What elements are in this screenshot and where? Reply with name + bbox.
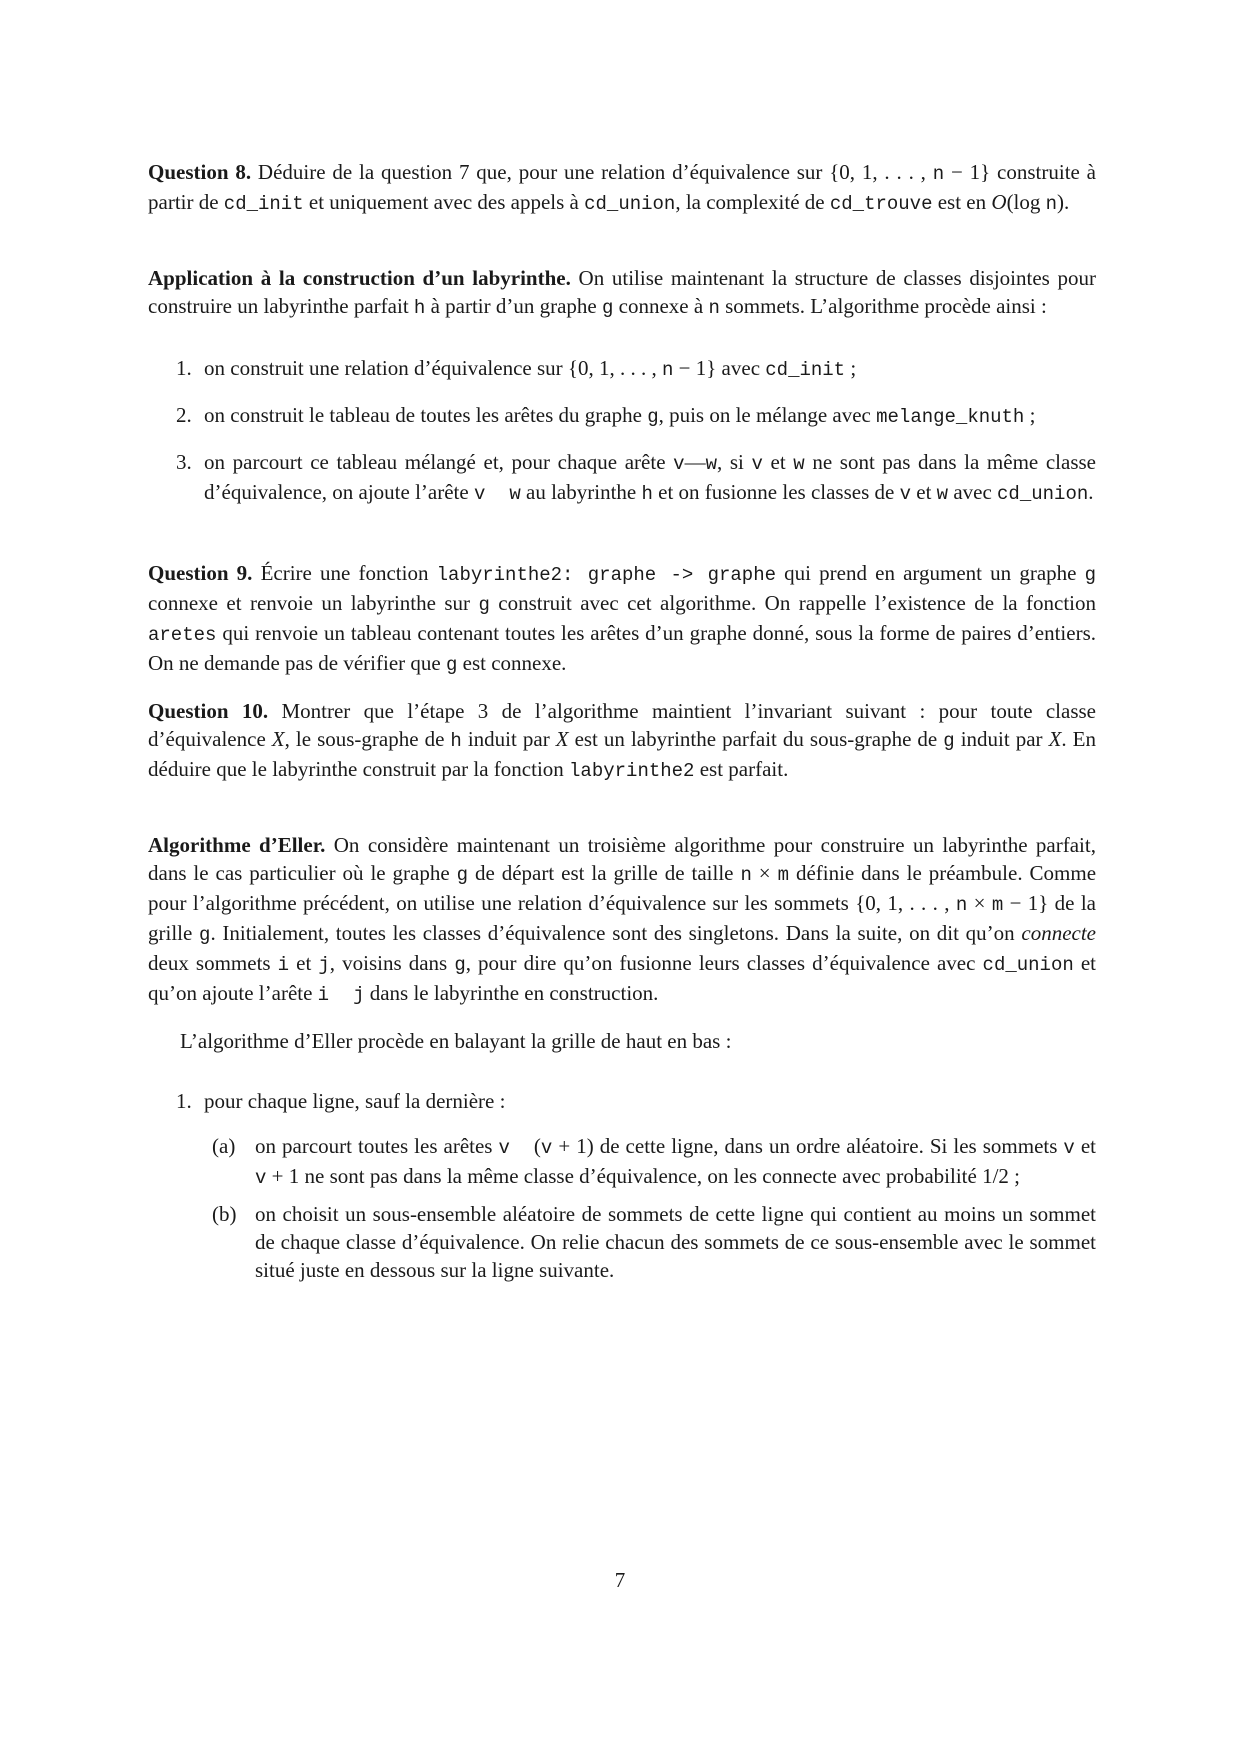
eller-text-2: de départ est la grille de taille [468,861,741,885]
q10-var-x: X [271,727,285,751]
q8-text-5: est en [932,190,992,214]
q10-var-h: h [450,730,462,752]
eller-connecte: connecte [1021,921,1096,945]
eller-var-n: n [740,864,752,886]
app-text-3: connexe à [613,294,709,318]
eller-var-i-2: i [317,984,330,1006]
q8-code-cd-init: cd_init [223,193,304,215]
substep-a-text-2: ( [533,1134,541,1158]
substep-a-text-5: + 1 ne sont pas dans la même classe d’équivalence, on les connecte avec probabilité 1/2 ; [266,1164,1020,1188]
eller-paragraph [148,831,1096,1009]
q9-var-g-2: g [478,594,490,616]
question-10 [148,697,1096,785]
q8-text-3: et uniquement avec des appels à [303,190,585,214]
eller-var-m-2: m [991,894,1004,916]
substep-a-var-v-2: v [540,1137,553,1159]
step-3-var-v-3: v [473,483,486,505]
step-3-text-6: et on fusionne les classes de [652,480,900,504]
q10-text-5: induit par [954,727,1049,751]
step-3-var-w-2: w [793,453,805,475]
eller-var-j-2: j [353,984,365,1006]
eller-step-1-text: pour chaque ligne, sauf la dernière : [204,1089,506,1113]
step-3-text-3: et [762,450,794,474]
question-9-label: Question 9. [148,561,253,585]
step-1-text-3: ; [845,356,857,380]
application-steps [148,354,1096,508]
step-3-text-7: avec [948,480,998,504]
eller-text-3: définie dans le préambule. Comme pour l’algorithme précédent, on utilise une relation d’équivalence sur les sommets {0, 1, . . . , [148,861,1097,915]
step-1-code: cd_init [765,359,846,381]
step-3-var-v-4: v [899,483,911,505]
app-text-4: sommets. L’algorithme procède ainsi : [719,294,1047,318]
app-var-n: n [708,297,720,319]
q9-text-1: Écrire une fonction [252,561,437,585]
eller-intro-steps [148,1027,1096,1055]
eller-substep-a [148,1132,1096,1192]
q9-text-4: construit avec cet algorithme. On rappelle l’existence de la fonction [489,591,1097,615]
eller-var-g: g [456,864,469,886]
step-3-var-w-4: w [936,483,949,505]
q8-var-n-2: n [1045,193,1058,215]
q8-text-4: , la complexité de [675,190,830,214]
step-2-text-2: , puis on le mélange avec [658,403,877,427]
app-var-h: h [413,297,426,319]
q10-var-x-2: X [555,727,569,751]
q10-var-g: g [943,730,955,752]
step-3-text-8: . [1088,480,1094,504]
app-text-2: à partir d’un graphe [425,294,602,318]
eller-var-n-2: n [955,894,968,916]
q8-big-o: O [991,190,1007,214]
substep-b-text: on choisit un sous-ensemble aléatoire de sommets de cette ligne qui contient au moins un sommet de chaque classe d’équivalence. On relie chacun des sommets de ce sous-ensemble avec le sommet situé juste en dessous sur la ligne suivante. [255,1202,1096,1282]
q8-text-7: ). [1057,190,1070,214]
eller-substep-b-number: (b) [212,1202,237,1226]
q10-text-4: est un labyrinthe parfait du sous-graphe de [568,727,944,751]
q8-text-6: (log [1006,190,1046,214]
question-10-label: Question 10. [148,699,269,723]
eller-text-1: On considère maintenant un troisième algorithme pour construire un labyrinthe parfait, dans le cas particulier où le graphe [148,833,1096,885]
step-1-var-n: n [661,359,674,381]
question-8-label: Question 8. [148,160,252,184]
eller-step-1-number: 1. [176,1089,192,1113]
step-2-var-g: g [647,406,659,428]
step-2-code: melange_knuth [876,406,1025,428]
eller-var-g-2: g [199,924,211,946]
step-3-var-v-2: v [751,453,763,475]
eller-times: × [751,861,778,885]
substep-a-text-1: on parcourt toutes les arêtes [255,1134,499,1158]
app-step-2 [148,401,1096,431]
eller-text-8: , voisins dans [329,951,455,975]
q8-text-2: − 1} construite à partir de [148,160,1096,214]
eller-code-cd-union: cd_union [982,954,1074,976]
eller-text-4: − 1} de la grille [148,891,1097,945]
step-1-text-1: on construit une relation d’équivalence sur {0, 1, . . . , [204,356,662,380]
step-2-text-3: ; [1024,403,1036,427]
q10-text-2: , le sous-graphe de [284,727,451,751]
eller-text-10: et qu’on ajoute l’arête [148,951,1097,1005]
eller-substep-a-number: (a) [212,1134,236,1158]
page-number: 7 [614,1568,626,1592]
step-3-text-5: au labyrinthe [520,480,642,504]
eller-intro-text: L’algorithme d’Eller procède en balayant la grille de haut en bas : [180,1029,732,1053]
eller-var-m: m [777,864,789,886]
step-3-text-4: ne sont pas dans la même classe d’équivalence, on ajoute l’arête [204,450,1096,504]
app-var-g: g [602,297,614,319]
q8-code-cd-trouve: cd_trouve [829,193,933,215]
substep-a-var-v-3: v [1063,1137,1075,1159]
step-1-number: 1. [176,356,192,380]
application-label: Application à la construction d’un labyrinthe. [148,266,571,290]
q10-text-6: . En déduire que le labyrinthe construit par la fonction [148,727,1097,781]
step-3-var-h: h [641,483,653,505]
eller-substeps [148,1132,1096,1284]
eller-step-1 [148,1087,1096,1115]
eller-steps [148,1087,1096,1115]
q9-text-6: est connexe. [457,651,567,675]
q8-text-1: Déduire de la question 7 que, pour une relation d’équivalence sur {0, 1, . . . , [251,160,933,184]
step-1-text-2: − 1} avec [673,356,766,380]
step-3-code: cd_union [997,483,1089,505]
substep-a-text-3: + 1) de cette ligne, dans un ordre aléatoire. Si les sommets [552,1134,1064,1158]
eller-text-7: et [289,951,319,975]
eller-var-i: i [277,954,290,976]
application-paragraph [148,264,1096,322]
q9-code-signature: labyrinthe2: graphe -> graphe [436,564,777,586]
substep-a-var-v: v [498,1137,510,1159]
step-3-text-et: et [911,480,937,504]
app-text-1: On utilise maintenant la structure de classes disjointes pour construire un labyrinthe parfait [148,266,1096,318]
step-3-text-2: , si [716,450,752,474]
q10-text-3: induit par [461,727,556,751]
q9-text-5: qui renvoie un tableau contenant toutes les arêtes d’un graphe donné, sous la forme de paires d’entiers. On ne demande pas de vérifier que [148,621,1096,675]
q9-text-2: qui prend en argument un graphe [776,561,1085,585]
eller-text-9: , pour dire qu’on fusionne leurs classes d’équivalence avec [465,951,983,975]
eller-var-j: j [318,954,330,976]
question-8 [148,158,1096,218]
question-9 [148,559,1096,679]
eller-text-5: . Initialement, toutes les classes d’équivalence sont des singletons. Dans la suite, on dit qu’on [210,921,1022,945]
q8-code-cd-union: cd_union [584,193,676,215]
eller-times-2: × [967,891,992,915]
q10-var-x-3: X [1048,727,1062,751]
step-3-text-1: on parcourt ce tableau mélangé et, pour chaque arête [204,450,674,474]
step-2-number: 2. [176,403,192,427]
eller-substep-b [148,1200,1096,1284]
eller-var-g-3: g [454,954,466,976]
eller-label: Algorithme d’Eller. [148,833,326,857]
step-3-number: 3. [176,450,192,474]
q10-text-1: Montrer que l’étape 3 de l’algorithme maintient l’invariant suivant : pour toute classe d’équivalence [148,699,1097,751]
q10-code-labyrinthe2: labyrinthe2 [569,760,695,782]
step-3-var-w-3: w [509,483,521,505]
app-step-3 [148,448,1096,508]
q9-code-aretes: aretes [148,624,217,646]
substep-a-text-4: et [1074,1134,1097,1158]
step-2-text-1: on construit le tableau de toutes les arêtes du graphe [204,403,648,427]
document-page [148,158,1096,1284]
app-step-1 [148,354,1096,384]
q10-text-7: est parfait. [694,757,789,781]
q9-text-3: connexe et renvoie un labyrinthe sur [148,591,479,615]
step-3-var-v: v [673,453,685,475]
q9-var-g: g [1084,564,1097,586]
step-3-edge-dash: — [684,450,706,474]
eller-text-11: dans le labyrinthe en construction. [364,981,659,1005]
q9-var-g-3: g [445,654,458,676]
step-3-var-w: w [705,453,717,475]
q8-var-n: n [932,163,945,185]
substep-a-var-v-4: v [255,1167,267,1189]
eller-text-6: deux sommets [148,951,278,975]
